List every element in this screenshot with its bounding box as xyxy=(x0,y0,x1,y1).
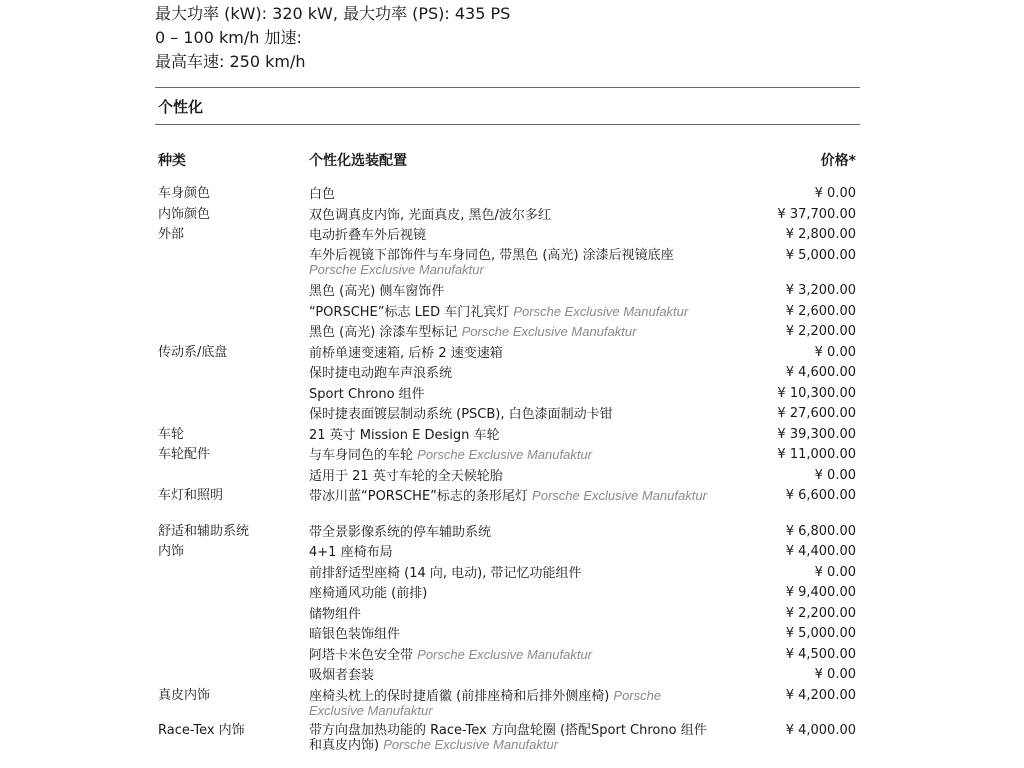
row-note: Porsche Exclusive Manufaktur xyxy=(532,488,707,503)
table-row xyxy=(0,247,1024,283)
row-price: ¥ 4,000.00 xyxy=(785,723,856,738)
row-category: 车轮 xyxy=(158,426,185,442)
row-price: ¥ 0.00 xyxy=(814,667,856,682)
table-row xyxy=(0,666,1024,687)
row-price: ¥ 6,600.00 xyxy=(785,488,856,503)
row-price: ¥ 10,300.00 xyxy=(777,385,856,401)
row-category: 内饰颜色 xyxy=(158,206,211,222)
row-option: 与车身同色的车轮 Porsche Exclusive Manufaktur xyxy=(309,447,593,463)
table-row xyxy=(0,467,1024,488)
row-option: 吸烟者套装 xyxy=(309,668,375,683)
row-option: 适用于 21 英寸车轮的全天候轮胎 xyxy=(309,468,503,484)
row-option: 电动折叠车外后视镜 xyxy=(309,228,427,243)
header-option: 个性化选装配置 xyxy=(309,153,407,169)
section-top-rule xyxy=(155,87,860,88)
row-category: 车轮配件 xyxy=(158,447,211,462)
table-row xyxy=(0,282,1024,303)
table-row xyxy=(0,625,1024,646)
table-row xyxy=(0,605,1024,626)
table-row xyxy=(0,405,1024,426)
row-option: 21 英寸 Mission E Design 车轮 xyxy=(309,427,500,443)
row-price: ¥ 2,200.00 xyxy=(785,324,856,339)
row-category: Race-Tex 内饰 xyxy=(158,723,245,738)
row-category: 传动系/底盘 xyxy=(158,344,228,360)
row-option: 前桥单速变速箱, 后桥 2 速变速箱 xyxy=(309,345,503,361)
row-note: Porsche Exclusive Manufaktur xyxy=(417,646,593,662)
row-option: 白色 xyxy=(309,187,336,202)
row-price: ¥ 5,000.00 xyxy=(785,626,856,641)
table-row xyxy=(0,523,1024,544)
table-row xyxy=(0,646,1024,667)
row-price: ¥ 0.00 xyxy=(814,344,856,360)
row-category: 外部 xyxy=(158,227,185,242)
row-option: 座椅通风功能 (前排) xyxy=(309,586,428,601)
row-note: Porsche Exclusive Manufaktur xyxy=(461,324,637,339)
spec-top-speed: 最高车速: 250 km/h xyxy=(155,52,306,71)
row-price: ¥ 3,200.00 xyxy=(785,283,856,298)
row-option: 带全景影像系统的停车辅助系统 xyxy=(309,524,492,540)
row-category: 真皮内饰 xyxy=(158,687,211,703)
row-price: ¥ 5,000.00 xyxy=(785,247,856,263)
row-option: 带冰川蓝“PORSCHE”标志的条形尾灯 Porsche Exclusive Manufaktur xyxy=(309,488,707,504)
row-price: ¥ 4,200.00 xyxy=(785,687,856,703)
row-note: Porsche Exclusive Manufaktur xyxy=(513,303,689,319)
table-row xyxy=(0,426,1024,447)
table-row xyxy=(0,364,1024,385)
technical-specs xyxy=(155,2,855,74)
header-price: 价格* xyxy=(820,153,856,169)
row-price: ¥ 39,300.00 xyxy=(777,426,856,442)
row-option: 储物组件 xyxy=(309,606,362,622)
table-row xyxy=(0,543,1024,564)
row-note: Porsche Exclusive Manufaktur xyxy=(383,737,559,752)
row-price: ¥ 0.00 xyxy=(814,467,856,483)
section-title: 个性化 xyxy=(158,98,204,116)
table-row xyxy=(0,385,1024,406)
spec-power: 最大功率 (kW): 320 kW, 最大功率 (PS): 435 PS xyxy=(155,4,511,23)
table-header xyxy=(0,150,1024,170)
table-row xyxy=(0,584,1024,605)
row-note: Porsche Exclusive Manufaktur xyxy=(309,687,662,718)
row-price: ¥ 0.00 xyxy=(814,186,856,201)
table-row xyxy=(0,722,1024,758)
row-price: ¥ 4,400.00 xyxy=(785,544,856,559)
header-category: 种类 xyxy=(158,153,186,169)
row-price: ¥ 0.00 xyxy=(814,564,856,580)
row-note: Porsche Exclusive Manufaktur xyxy=(309,261,484,277)
table-row xyxy=(0,446,1024,467)
table-row xyxy=(0,206,1024,227)
row-category: 车身颜色 xyxy=(158,186,211,201)
row-price: ¥ 4,500.00 xyxy=(785,646,856,662)
row-note: Porsche Exclusive Manufaktur xyxy=(417,447,593,462)
row-option: 车外后视镜下部饰件与车身同色, 带黑色 (高光) 涂漆后视镜底座 Porsche Exclusive Manufaktur xyxy=(309,247,674,277)
row-option: 带方向盘加热功能的 Race-Tex 方向盘轮圈 (搭配Sport Chrono 组件和真皮内饰) Porsche Exclusive Manufaktur xyxy=(309,723,707,753)
table-row xyxy=(0,344,1024,365)
row-option: “PORSCHE”标志 LED 车门礼宾灯 Porsche Exclusive Manufaktur xyxy=(309,303,689,320)
table-row xyxy=(0,564,1024,585)
row-price: ¥ 2,800.00 xyxy=(785,227,856,242)
options-table xyxy=(0,185,1024,758)
row-price: ¥ 2,200.00 xyxy=(785,605,856,621)
row-price: ¥ 2,600.00 xyxy=(785,303,856,319)
row-option: 保时捷表面镀层制动系统 (PSCB), 白色漆面制动卡钳 xyxy=(309,407,613,422)
row-option: 4+1 座椅布局 xyxy=(309,545,393,560)
table-row xyxy=(0,687,1024,723)
section-bottom-rule xyxy=(155,124,860,125)
row-option: 保时捷电动跑车声浪系统 xyxy=(309,366,453,381)
row-price: ¥ 27,600.00 xyxy=(777,406,856,421)
row-category: 内饰 xyxy=(158,544,185,559)
table-row xyxy=(0,226,1024,247)
row-price: ¥ 4,600.00 xyxy=(785,365,856,380)
row-option: 黑色 (高光) 侧车窗饰件 xyxy=(309,284,445,299)
spec-acceleration: 0 – 100 km/h 加速: xyxy=(155,28,302,47)
row-option: 前排舒适型座椅 (14 向, 电动), 带记忆功能组件 xyxy=(309,565,582,581)
row-option: 暗银色装饰组件 xyxy=(309,627,401,642)
row-option: Sport Chrono 组件 xyxy=(309,386,425,402)
row-option: 黑色 (高光) 涂漆车型标记 Porsche Exclusive Manufaktur xyxy=(309,324,637,340)
row-price: ¥ 6,800.00 xyxy=(785,523,856,539)
row-option: 阿塔卡米色安全带 Porsche Exclusive Manufaktur xyxy=(309,646,593,663)
table-row xyxy=(0,303,1024,324)
table-row xyxy=(0,323,1024,344)
table-row xyxy=(0,487,1024,523)
row-price: ¥ 37,700.00 xyxy=(777,206,856,222)
row-price: ¥ 11,000.00 xyxy=(777,447,856,462)
row-category: 车灯和照明 xyxy=(158,488,224,503)
row-price: ¥ 9,400.00 xyxy=(785,585,856,600)
row-category: 舒适和辅助系统 xyxy=(158,523,250,539)
row-option: 座椅头枕上的保时捷盾徽 (前排座椅和后排外侧座椅) Porsche Exclusive Manufaktur xyxy=(309,687,662,718)
table-row xyxy=(0,185,1024,206)
row-option: 双色调真皮内饰, 光面真皮, 黑色/波尔多红 xyxy=(309,207,551,223)
